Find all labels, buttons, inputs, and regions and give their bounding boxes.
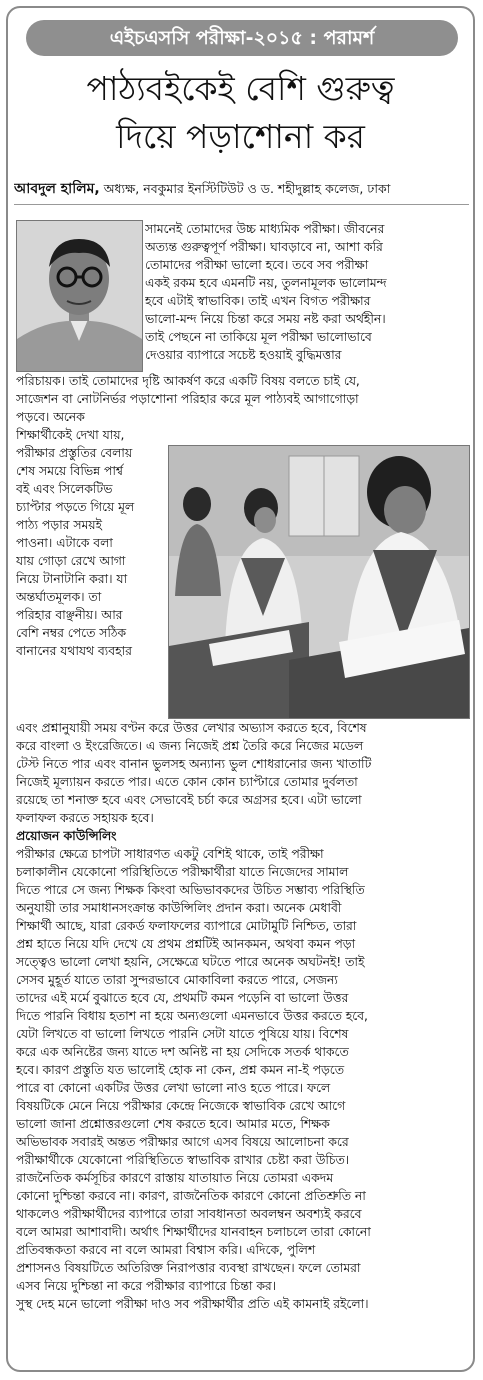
text-line: সুস্থ দেহ মনে ভালো পরীক্ষা দাও সব পরীক্ষার্থীর প্রতি এই কামনাই রইলো। <box>16 1297 369 1311</box>
text-line: চ্যাপ্টার পড়তে গিয়ে মূল <box>16 500 135 514</box>
text-line: হবে এটাই স্বাভাবিক। তাই এখন বিগত পরীক্ষার <box>145 294 371 308</box>
text-line: তাদের এই মর্মে বুঝাতে হবে যে, প্রথমটি কমন পড়েনি বা ভালো উত্তর <box>16 991 349 1005</box>
body-paragraph-1 <box>16 372 471 408</box>
text-line: শেষ সময়ে বিভিন্ন পার্শ্ব <box>16 464 123 478</box>
text-line: পরিচায়ক। তাই তোমাদের দৃষ্টি আকর্ষণ করে একটি বিষয় বলতে চাই যে, <box>16 374 360 388</box>
text-line: সামনেই তোমাদের উচ্চ মাধ্যমিক পরীক্ষা। জীবনের <box>145 222 385 236</box>
text-line: নিয়ে টানাটানি করা। যা <box>16 572 128 586</box>
text-line: শিক্ষার্থী আছে, যারা রেকর্ড ফলাফলের ব্যাপারে মোটামুটি নিশ্চিত, তারা <box>16 919 357 933</box>
text-line: টেস্ট নিতে পার এবং বানান ভুলসহ অন্যান্য ভুল শোধরানোর জন্য খাতাটি <box>16 757 372 771</box>
text-line: অভিভাবক সবারই অন্তত পরীক্ষার আগে এসব বিষয়ে আলোচনা করে <box>16 1135 349 1149</box>
text-line: বেশি নম্বর পেতে সঠিক <box>16 626 127 640</box>
headline-line-2: দিয়ে পড়াশোনা কর <box>116 117 365 156</box>
text-line: পরীক্ষার ক্ষেত্রে চাপটা সাধারণত একটু বেশিই থাকে, তাই পরীক্ষা <box>16 847 324 861</box>
text-line: পরীক্ষার প্রস্তুতির বেলায় <box>16 446 133 460</box>
text-line: অনুযায়ী তার সমাধানসংক্রান্ত কাউন্সিলিং প্রদান করা। অনেক মেধাবী <box>16 901 342 915</box>
text-line: শিক্ষার্থীকেই দেখা যায়, <box>16 428 125 442</box>
text-line: পাওনা। এটাকে বলা <box>16 536 113 550</box>
text-line: দিতে পারনি বিধায় হতাশ না হয়ে অন্যগুলো এমনভাবে উত্তর করতে হবে, <box>16 1009 368 1023</box>
intro-paragraph <box>145 220 470 364</box>
text-line: থাকলেও পরীক্ষার্থীদের ব্যাপারে তারা সাবধানতা অবলম্বন অবশ্যই করবে <box>16 1207 362 1221</box>
headline-line-1: পাঠ্যবইকেই বেশি গুরুত্ব <box>86 69 395 108</box>
text-line: সেসব মুহূর্ত যাতে তারা সুন্দরভাবে মোকাবিলা করতে পারে, সেজন্য <box>16 973 338 987</box>
author-name: আবদুল হালিম, <box>14 181 100 197</box>
text-line: করে এক অনিষ্টের জন্য যাতে দশ অনিষ্ট না হয় সেদিকে সতর্ক থাকতে <box>16 1045 349 1059</box>
body-paragraph-2 <box>16 719 471 1313</box>
text-line: পরীক্ষার্থীকে যেকোনো পরিস্থিতিতে স্বাভাবিক রাখার চেষ্টা করা উচিত। <box>16 1153 350 1167</box>
text-line: পরিহার বাঞ্ছনীয়। আর <box>16 608 123 622</box>
text-line: দেওয়ার ব্যাপারে সচেষ্ট হওয়াই বুদ্ধিমত্তার <box>145 348 342 362</box>
text-line: তাই পেছনে না তাকিয়ে মূল পরীক্ষা ভালোভাবে <box>145 330 372 344</box>
text-line: পড়বে। অনেক <box>16 410 85 424</box>
text-line: ভালো-মন্দ নিয়ে চিন্তা করে সময় নষ্ট করা অর্থহীন। <box>145 312 386 326</box>
text-line: চলাকালীন যেকোনো পরিস্থিতিতে পরীক্ষার্থীরা যাতে নিজেদের সামাল <box>16 865 349 879</box>
author-portrait-image <box>17 221 142 371</box>
text-line: প্রশ্ন হাতে নিয়ে যদি দেখে যে প্রথম প্রশ্নটিই আনকমন, অথবা কমন পড়া <box>16 937 356 951</box>
text-line: অন্তর্ঘাতমূলক। তা <box>16 590 102 604</box>
text-line: পারে বা কোনো একটির উত্তর লেখা ভালো নাও হতে পারে। ফলে <box>16 1081 331 1095</box>
text-line: এবং প্রশ্নানুযায়ী সময় বণ্টন করে উত্তর লেখার অভ্যাস করতে হবে, বিশেষ <box>16 721 367 735</box>
text-line: অত্যন্ত গুরুত্বপূর্ণ পরীক্ষা। ঘাবড়াবে না, আশা করি <box>145 240 383 254</box>
text-line: প্রশাসনও বিষয়টিতে অতিরিক্ত নিরাপত্তার ব্যবস্থা রাখছেন। ফলে তোমরা <box>16 1261 361 1275</box>
byline <box>14 180 469 198</box>
text-line: বিষয়টিকে মেনে নিয়ে পরীক্ষার কেন্দ্রে নিজেকে স্বাভাবিক রেখে আগে <box>16 1099 346 1113</box>
text-line: ফলাফল করতে সহায়ক হবে। <box>16 811 154 825</box>
author-designation: অধ্যক্ষ, নবকুমার ইনস্টিটিউট ও ড. শহীদুল্লাহ কলেজ, ঢাকা <box>99 181 391 196</box>
exam-hall-photo <box>168 445 470 719</box>
text-line: ভালো জানা প্রশ্নোত্তরগুলো শেষ করতে হবে। আমার মতে, শিক্ষক <box>16 1117 330 1131</box>
section-subheading: প্রয়োজন কাউন্সিলিং <box>16 829 117 843</box>
section-banner: এইচএসসি পরীক্ষা-২০১৫ : পরামর্শ <box>26 20 458 56</box>
text-line: যেটা লিখতে বা ভালো লিখতে পারনি সেটা যাতে পুষিয়ে যায়। বিশেষ <box>16 1027 349 1041</box>
text-line: এসব নিয়ে দুশ্চিন্তা না করে পরীক্ষার ব্যাপারে চিন্তা কর। <box>16 1279 277 1293</box>
side-column-text <box>16 408 164 660</box>
text-line: বলে আমরা আশাবাদী। অর্থাৎ শিক্ষার্থীদের যানবাহন চলাচলে তারা কোনো <box>16 1225 371 1239</box>
byline-divider <box>14 204 469 205</box>
exam-hall-photo-image <box>169 446 469 718</box>
text-line: রাজনৈতিক কর্মসূচির কারণে রাস্তায় যাতায়াত নিয়ে তোমরা একদম <box>16 1171 334 1185</box>
text-line: তোমাদের পরীক্ষা ভালো হবে। তবে সব পরীক্ষা <box>145 258 369 272</box>
text-line: বই এবং সিলেকটিভ <box>16 482 113 496</box>
text-line: বানানের যথাযথ ব্যবহার <box>16 644 132 658</box>
text-line: করে বাংলা ও ইংরেজিতে। এ জন্য নিজেই প্রশ্ন তৈরি করে নিজের মডেল <box>16 739 363 753</box>
text-line: রয়েছে তা শনাক্ত হবে এবং সেভাবেই চর্চা করে অগ্রসর হবে। এটা ভালো <box>16 793 362 807</box>
text-line: সাজেশন বা নোটনির্ভর পড়াশোনা পরিহার করে মূল পাঠ্যবই আগাগোড়া <box>16 392 359 406</box>
text-line: কোনো দুশ্চিন্তা করবে না। কারণ, রাজনৈতিক কারণে কোনো প্রতিশ্রুতি না <box>16 1189 366 1203</box>
text-line: একই রকম হবে এমনটি নয়, তুলনামূলক ভালোমন্দ <box>145 276 387 290</box>
text-line: সত্ত্বেও ভালো লেখা হয়নি, সেক্ষেত্রে ঘটতে পারে অনেক অঘটনই! তাই <box>16 955 365 969</box>
text-line: যায় গোড়া রেখে আগা <box>16 554 126 568</box>
text-line: প্রতিবন্ধকতা করবে না বলে আমরা বিশ্বাস করি। এদিকে, পুলিশ <box>16 1243 316 1257</box>
text-line: হবে। কারণ প্রস্তুতি যত ভালোই হোক না কেন, প্রশ্ন কমন না-ই পড়তে <box>16 1063 344 1077</box>
text-line: নিজেই মূল্যায়ন করতে পার। এতে কোন কোন চ্যাপ্টারে তোমার দুর্বলতা <box>16 775 358 789</box>
text-line: পাঠ্য পড়ার সময়ই <box>16 518 102 532</box>
article-frame <box>6 6 475 1372</box>
author-portrait <box>16 220 143 372</box>
text-line: দিতে পারে সে জন্য শিক্ষক কিংবা অভিভাবকদের উচিত সম্ভাব্য পরিস্থিতি <box>16 883 365 897</box>
